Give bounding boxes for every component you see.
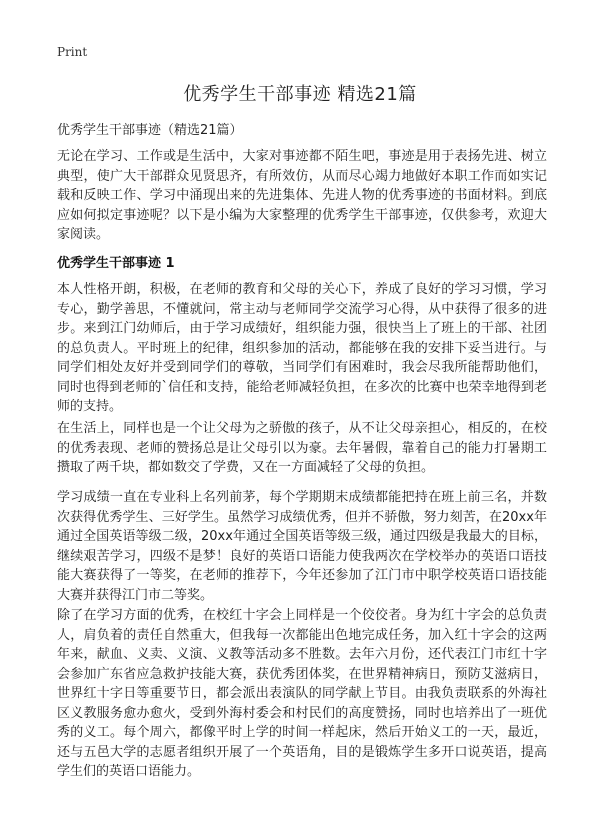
intro-paragraph: 无论在学习、工作或是生活中，大家对事迹都不陌生吧，事迹是用于表扬先进、树立典型，使广大干部群众见贤思齐，有所效仿，从而尽心竭力地做好本职工作而如实记载和反映工作、学习中涌现出来的先进集体、先进人物的优秀事迹的书面材料。到底应如何拟定事迹呢？以下是小编为大家整理的优秀学生干部事迹，仅供参考，欢迎大家阅读。 — [57, 149, 547, 242]
body-paragraph-2: 在生活上，同样也是一个让父母为之骄傲的孩子，从不让父母亲担心，相反的，在校的优秀表现、老师的赞扬总是让父母引以为豪。去年暑假，靠着自己的能力打暑期工攒取了两千块，都如数交了学费，又在一方面减轻了父母的负担。 — [57, 421, 547, 475]
document-subtitle: 优秀学生干部事迹（精选21篇） — [57, 123, 243, 138]
body-paragraph-4: 除了在学习方面的优秀，在校红十字会上同样是一个佼佼者。身为红十字会的总负责人，肩负着的责任自然重大，但我每一次都能出色地完成任务，加入红十字会的这两年来，献血、义卖、义演、义教等活动多不胜数。去年六月份，还代表江门市红十字会参加广东省应急救护技能大赛，获优秀团体奖，在世界精神病日，预防艾滋病日，世界红十字日等重要节日，都会派出表演队的同学献上节目。由我负责联系的外海社区义教服务愈办愈火，受到外海村委会和村民们的高度赞扬，同时也培养出了一班优秀的义工。每个周六，都像平时上学的时间一样起床，然后开始义工的一天，最近，还与五邑大学的志愿者组织开展了一个英语角，目的是锻炼学生多开口说英语，提高学生们的英语口语能力。 — [57, 608, 547, 779]
page-title: 优秀学生干部事迹 精选21篇 — [183, 84, 417, 105]
section-heading: 优秀学生干部事迹 1 — [57, 256, 175, 271]
print-link[interactable]: Print — [57, 45, 88, 59]
body-paragraph-1: 本人性格开朗，积极，在老师的教育和父母的关心下，养成了良好的学习习惯，学习专心，勤学善思，不懂就问，常主动与老师同学交流学习心得，从中获得了很多的进步。来到江门幼师后，由于学习成绩好，组织能力强，很快当上了班上的干部、社团的总负责人。平时班上的纪律，组织参加的活动，都能够在我的安排下妥当进行。与同学们相处友好并受到同学们的尊敬，当同学们有困难时，我会尽我所能帮助他们，同时也得到老师的`信任和支持，能给老师减轻负担，在多次的比赛中也荣幸地得到老师的支持。 — [57, 282, 547, 414]
body-paragraph-3: 学习成绩一直在专业科上名列前茅，每个学期期末成绩都能把持在班上前三名，并数次获得优秀学生、三好学生。虽然学习成绩优秀，但并不骄傲，努力刻苦，在20xx年通过全国英语等级二级，20xx年通过全国英语等级三级，通过四级是我最大的目标，继续艰苦学习，四级不是梦！良好的英语口语能力使我两次在学校举办的英语口语技能大赛获得了一等奖，在老师的推荐下，今年还参加了江门市中职学校英语口语技能大赛并获得江门市二等奖。 — [57, 490, 547, 603]
